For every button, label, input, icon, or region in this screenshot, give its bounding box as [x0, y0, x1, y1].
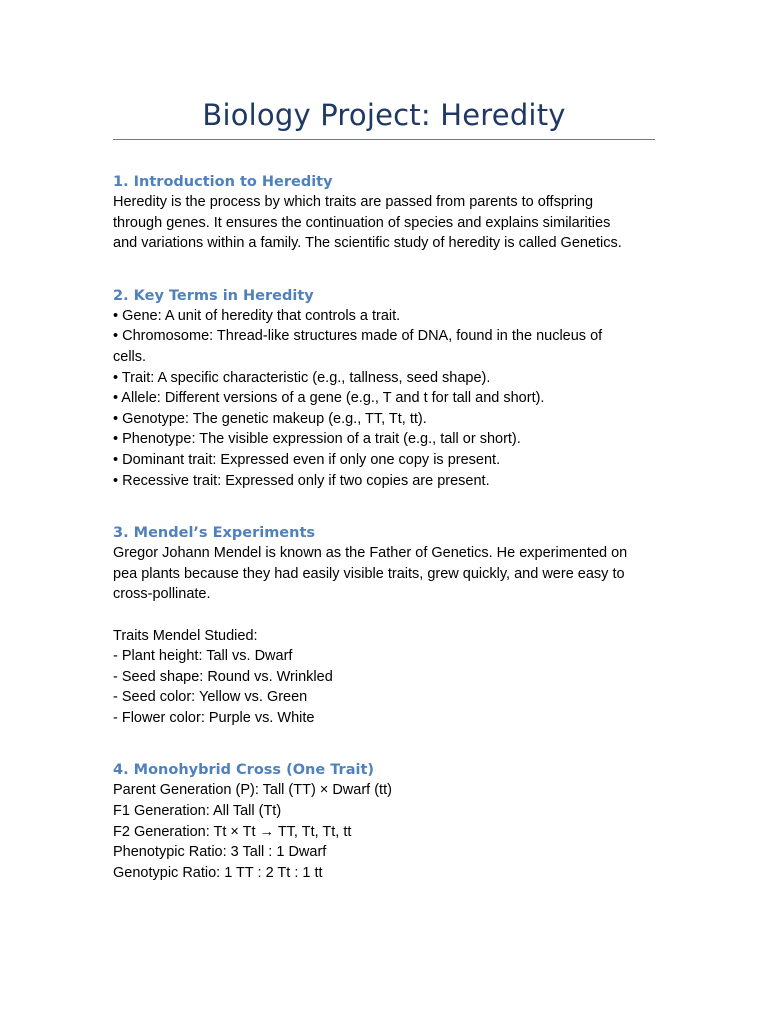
list-item: • Dominant trait: Expressed even if only one copy is present.: [113, 451, 501, 468]
body-line: F2 Generation: Tt × Tt → TT, Tt, Tt, tt: [113, 823, 352, 840]
list-heading: Traits Mendel Studied:: [113, 627, 258, 644]
list-item: - Seed shape: Round vs. Wrinkled: [113, 668, 333, 685]
list-item: • Allele: Different versions of a gene (e.g., T and t for tall and short).: [113, 390, 545, 407]
traits-studied-list: [113, 626, 655, 729]
section-heading-mendel: 3. Mendel’s Experiments: [113, 525, 316, 542]
list-item: • Recessive trait: Expressed only if two copies are present.: [113, 472, 490, 489]
section-body-introduction: [113, 192, 655, 254]
section-body-monohybrid-cross: [113, 780, 655, 883]
list-item: • Trait: A specific characteristic (e.g., tallness, seed shape).: [113, 369, 491, 386]
body-line: Phenotypic Ratio: 3 Tall : 1 Dwarf: [113, 844, 327, 861]
list-item: • Chromosome: Thread-like structures made of DNA, found in the nucleus of: [113, 328, 603, 345]
body-line: F1 Generation: All Tall (Tt): [113, 803, 282, 820]
body-line: through genes. It ensures the continuation of species and explains similarities: [113, 214, 611, 231]
list-item: - Plant height: Tall vs. Dwarf: [113, 648, 293, 665]
list-item: • Genotype: The genetic makeup (e.g., TT, Tt, tt).: [113, 410, 427, 427]
paragraph-gap: [113, 605, 655, 626]
list-item: • Phenotype: The visible expression of a trait (e.g., tall or short).: [113, 431, 521, 448]
body-line: Parent Generation (P): Tall (TT) × Dwarf (tt): [113, 782, 392, 799]
key-terms-list: [113, 306, 655, 491]
body-line: pea plants because they had easily visible traits, grew quickly, and were easy to: [113, 565, 625, 582]
page-title: Biology Project: Heredity: [202, 98, 566, 132]
body-line: Gregor Johann Mendel is known as the Father of Genetics. He experimented on: [113, 545, 628, 562]
list-item: • Gene: A unit of heredity that controls a trait.: [113, 307, 401, 324]
section-heading-monohybrid-cross: 4. Monohybrid Cross (One Trait): [113, 762, 375, 779]
body-line: Genotypic Ratio: 1 TT : 2 Tt : 1 tt: [113, 864, 323, 881]
list-item-continuation: cells.: [113, 348, 147, 365]
section-heading-introduction: 1. Introduction to Heredity: [113, 174, 333, 190]
body-line: and variations within a family. The scientific study of heredity is called Genetics.: [113, 235, 622, 252]
section-body-mendel: [113, 543, 655, 605]
document-page: [113, 0, 655, 883]
title-underline: [113, 139, 655, 140]
list-item: - Seed color: Yellow vs. Green: [113, 689, 308, 706]
section-heading-key-terms: 2. Key Terms in Heredity: [113, 287, 314, 304]
body-line: cross-pollinate.: [113, 586, 211, 603]
body-line: Heredity is the process by which traits are passed from parents to offspring: [113, 194, 594, 210]
list-item: - Flower color: Purple vs. White: [113, 709, 315, 726]
